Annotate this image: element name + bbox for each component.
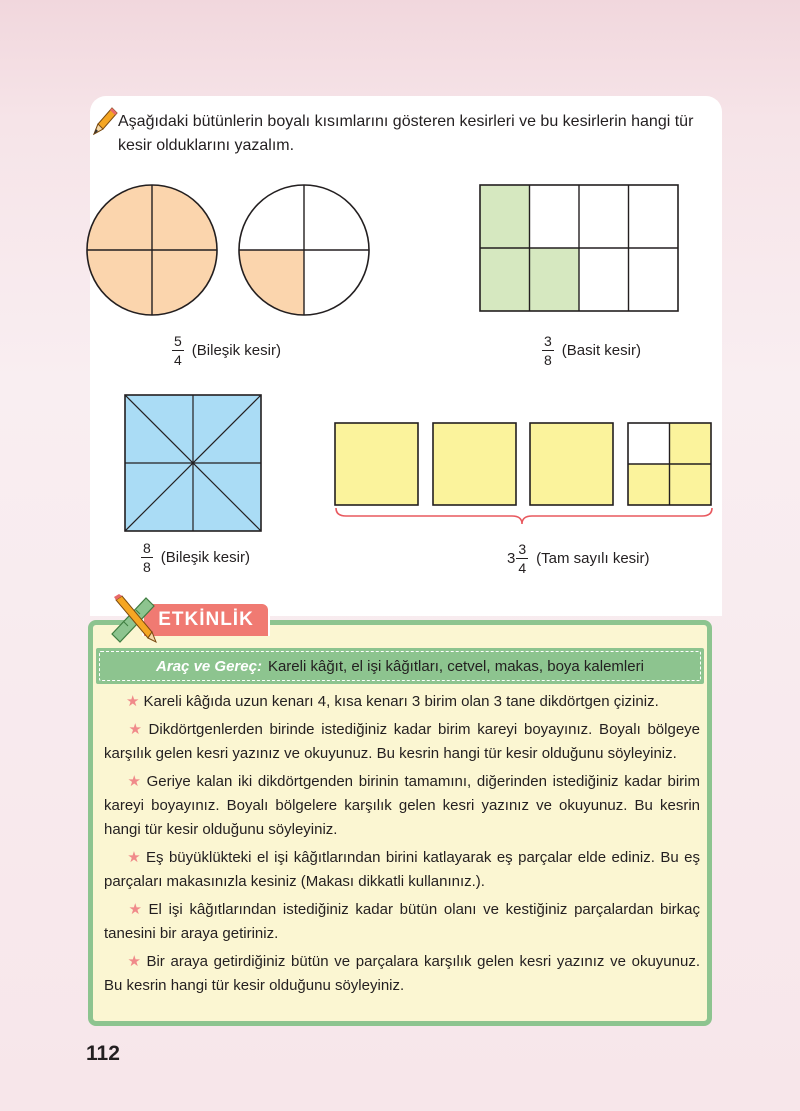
quarter-circle <box>239 185 369 315</box>
fraction-type-label: (Basit kesir) <box>561 341 641 359</box>
green-grid-figure <box>479 184 679 314</box>
star-icon: ★ <box>126 721 145 738</box>
fraction: $\frac{3}{4}$ <box>518 540 527 576</box>
star-icon: ★ <box>126 773 143 790</box>
full-circle <box>87 185 217 315</box>
star-icon: ★ <box>126 849 143 866</box>
list-item: ★ Kareli kâğıda uzun kenarı 4, kısa kenarı 3 birim olan 3 tane dikdörtgen çiziniz. <box>126 693 659 710</box>
pencil-icon <box>88 104 118 138</box>
ruler-pencil-icon <box>106 592 162 644</box>
instruction <box>88 110 718 158</box>
fraction-type-label: (Bileşik kesir) <box>191 341 281 359</box>
activity-steps <box>104 690 700 1002</box>
whole-number: 3 <box>507 549 516 567</box>
star-icon: ★ <box>126 953 143 970</box>
fraction-type-label: (Bileşik kesir) <box>160 548 250 566</box>
star-icon: ★ <box>126 693 140 710</box>
fraction: $\frac{8}{8}$ <box>143 539 151 575</box>
circles-answer <box>172 330 281 370</box>
tools-text: Kareli kâğıt, el işi kâğıtları, cetvel, makas, boya kalemleri <box>267 657 644 675</box>
green-grid-answer <box>542 330 641 370</box>
tools-label: Araç ve Gereç: <box>156 657 262 675</box>
circles-figure <box>84 182 374 318</box>
activity-title: ETKİNLİK <box>142 602 270 636</box>
yellow-squares-answer <box>507 538 649 578</box>
blue-square-figure <box>124 394 264 534</box>
instruction-text: Aşağıdaki bütünlerin boyalı kısımlarını gösteren kesirleri ve bu kesirlerin hangi tür kesir olduklarını yazalım. <box>118 113 694 154</box>
star-icon: ★ <box>126 901 145 918</box>
fraction: $\frac{3}{8}$ <box>544 332 552 368</box>
fraction: $\frac{5}{4}$ <box>174 332 182 368</box>
list-item: ★ Dikdörtgenlerden birinde istediğiniz kadar birim kareyi boyayınız. Boyalı bölgeye karşılık gelen kesri yazınız ve okuyunuz. Bu kesrin hangi tür kesir olduğunu söyleyiniz. <box>104 721 701 762</box>
list-item: ★ Bir araya getirdiğiniz bütün ve parçalara karşılık gelen kesri yazınız ve okuyunuz. Bu kesrin hangi tür kesir olduğunu söyleyiniz. <box>104 953 700 994</box>
list-item: ★ Geriye kalan iki dikdörtgenden birinin tamamını, diğerinden istediğiniz kadar birim kareyi boyayınız. Boyalı bölgelere karşılık gelen kesri yazınız ve okuyunuz. Bu kesrin hangi tür kesir olduğunu söyleyiniz. <box>104 773 700 838</box>
fraction-type-label: (Tam sayılı kesir) <box>536 549 650 567</box>
tools-bar <box>96 648 704 684</box>
page-number: 112 <box>86 1042 120 1065</box>
list-item: ★ El işi kâğıtlarından istediğiniz kadar bütün olanı ve kestiğiniz parçalardan birkaç tanesini bir araya getiriniz. <box>104 901 701 942</box>
curly-brace <box>336 508 712 524</box>
yellow-squares-figure <box>332 420 718 530</box>
list-item: ★ Eş büyüklükteki el işi kâğıtlarından birini katlayarak eş parçalar elde ediniz. Bu eş parçaları makasınızla kesiniz (Makası dikkatli kullanınız.). <box>104 849 700 890</box>
blue-square-answer <box>141 537 250 577</box>
